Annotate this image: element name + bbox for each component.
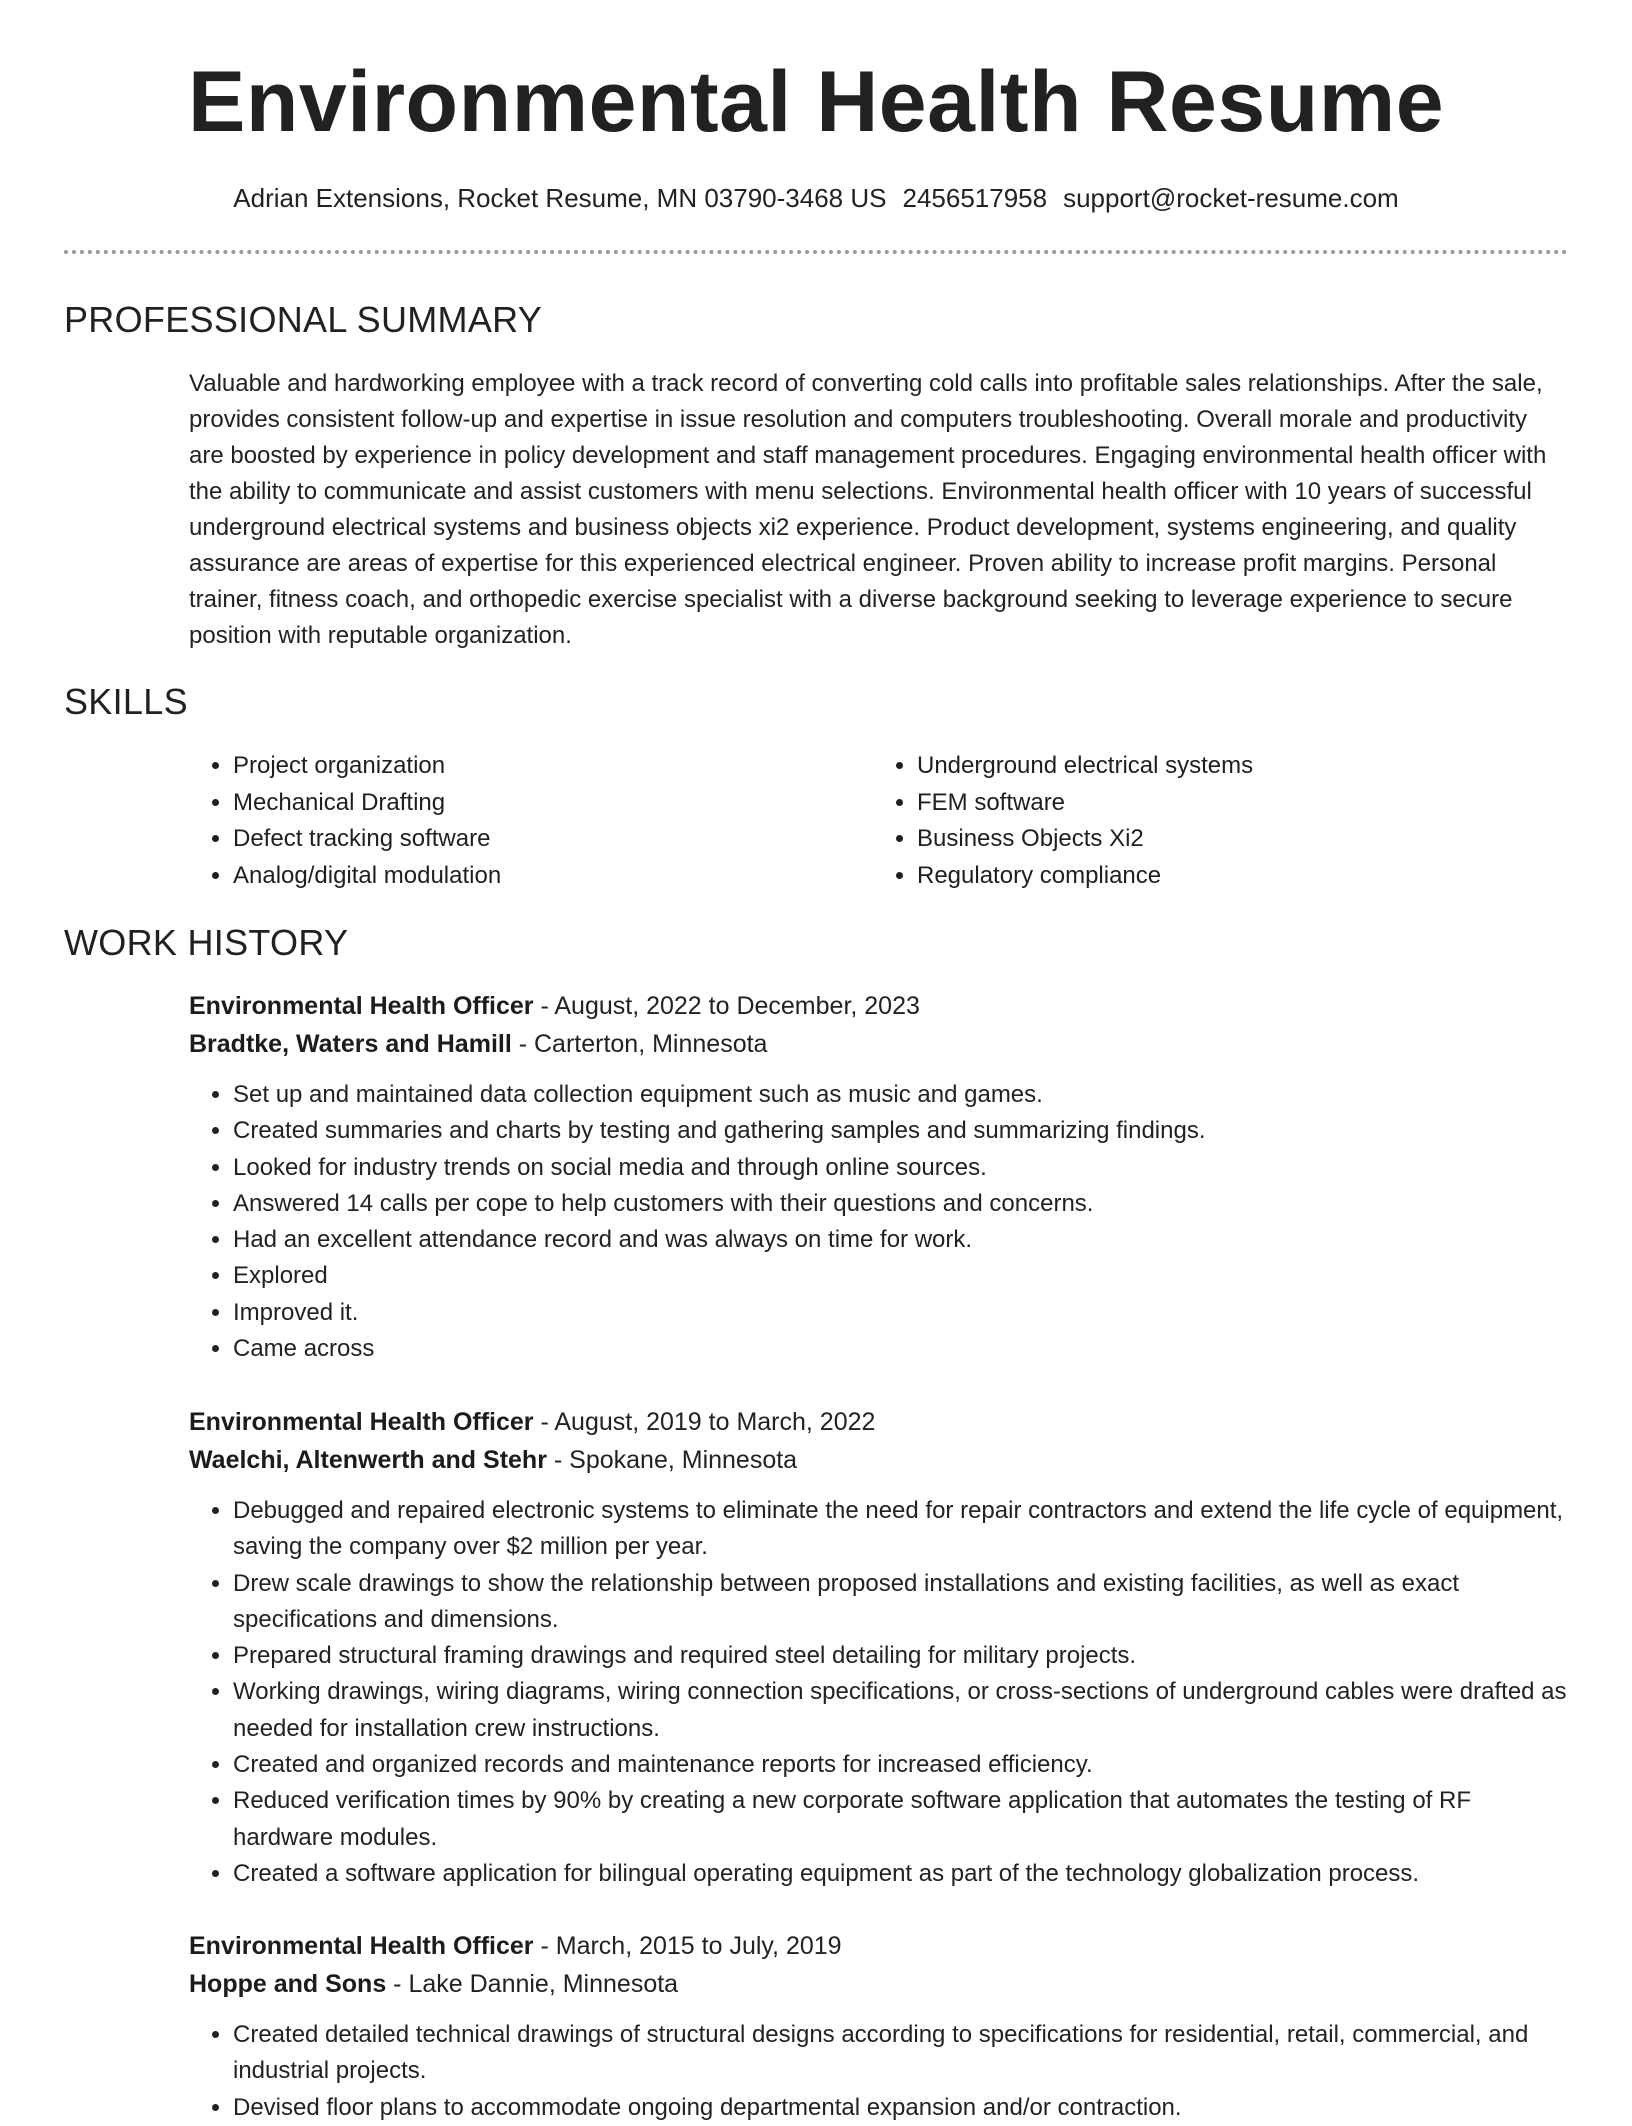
job-bullet: • Working drawings, wiring diagrams, wiring connection specifications, or cross-sections of underground cables were drafted as needed for installation crew instructions. — [233, 1674, 1569, 1747]
job-dates: - August, 2022 to December, 2023 — [533, 992, 920, 1020]
resume-title: Environmental Health Resume — [187, 54, 1445, 150]
job-title-line — [189, 1927, 1569, 1965]
job-title: Environmental Health Officer — [189, 992, 534, 1020]
skills-column-right — [869, 748, 1553, 895]
job-bullets — [189, 2017, 1569, 2126]
job-dates: - August, 2019 to March, 2022 — [533, 1408, 876, 1436]
job-company: Bradtke, Waters and Hamill — [189, 1030, 512, 1058]
work-history-heading: WORK HISTORY — [64, 922, 349, 963]
job-entry — [189, 1403, 1569, 1892]
skills-heading: SKILLS — [64, 681, 188, 722]
job-bullet: • Reduced verification times by 90% by creating a new corporate software application that automates the testing of RF hardware modules. — [233, 1783, 1569, 1856]
skill-item: • Analog/digital modulation — [233, 858, 869, 895]
job-title-line — [189, 987, 1569, 1025]
job-location: - Spokane, Minnesota — [546, 1446, 798, 1474]
skill-item: • Project organization — [233, 748, 869, 785]
job-bullet: • Came across — [233, 1331, 1569, 1367]
summary-text: Valuable and hardworking employee with a track record of converting cold calls into profitable sales relationships. After the sale, provides consistent follow-up and expertise in issue resolution and computers troubleshooting. Overall morale and productivity are boosted by experience in policy development and staff management procedures. Engaging environmental health officer with the ability to communicate and assist customers with menu selections. Environmental health officer with 10 years of successful underground electrical systems and business objects xi2 experience. Product development, systems engineering, and quality assurance are areas of expertise for this experienced electrical engineer. Proven ability to increase profit margins. Personal trainer, fitness coach, and orthopedic exercise specialist with a diverse background seeking to leverage experience to secure position with reputable organization. — [189, 370, 1547, 649]
job-bullet: • Debugged and repaired electronic systems to eliminate the need for repair contractors and extend the life cycle of equipment, saving the company over $2 million per year. — [233, 1493, 1569, 1566]
skill-item: • Defect tracking software — [233, 821, 869, 858]
job-entry — [189, 987, 1569, 1367]
job-company-line — [189, 1441, 1569, 1479]
job-location: - Lake Dannie, Minnesota — [386, 1970, 679, 1998]
job-dates: - March, 2015 to July, 2019 — [533, 1932, 842, 1960]
job-bullet: • Created detailed technical drawings of structural designs according to specifications for residential, retail, commercial, and industrial projects. — [233, 2017, 1569, 2090]
job-bullet: • Had an excellent attendance record and was always on time for work. — [233, 1222, 1569, 1258]
job-company: Waelchi, Altenwerth and Stehr — [189, 1446, 547, 1474]
job-bullet: • Drew scale drawings to show the relationship between proposed installations and existing facilities, as well as exact specifications and dimensions. — [233, 1566, 1569, 1639]
contact-email: support@rocket-resume.com — [1063, 183, 1399, 213]
job-bullet: • Created summaries and charts by testing and gathering samples and summarizing findings. — [233, 1113, 1569, 1149]
header-divider — [64, 250, 1568, 254]
job-company: Hoppe and Sons — [189, 1970, 387, 1998]
job-company-line — [189, 1965, 1569, 2003]
skill-item: • Business Objects Xi2 — [917, 821, 1553, 858]
job-bullet: • Created a software application for bilingual operating equipment as part of the technology globalization process. — [233, 1856, 1569, 1892]
job-bullets — [189, 1077, 1569, 1367]
contact-phone: 2456517958 — [902, 183, 1048, 213]
summary-heading: PROFESSIONAL SUMMARY — [64, 299, 543, 340]
job-bullets — [189, 1493, 1569, 1892]
contact-line — [0, 180, 1632, 216]
skill-item: • FEM software — [917, 785, 1553, 822]
job-title: Environmental Health Officer — [189, 1408, 534, 1436]
job-bullet: • Devised floor plans to accommodate ongoing departmental expansion and/or contraction. — [233, 2090, 1569, 2126]
job-bullet: • Improved it. — [233, 1295, 1569, 1331]
skills-list — [189, 748, 1569, 895]
skill-item: • Underground electrical systems — [917, 748, 1553, 785]
job-bullet: • Created and organized records and maintenance reports for increased efficiency. — [233, 1747, 1569, 1783]
skills-column-left — [189, 748, 869, 895]
job-bullet: • Explored — [233, 1258, 1569, 1294]
skill-item: • Regulatory compliance — [917, 858, 1553, 895]
job-location: - Carterton, Minnesota — [511, 1030, 768, 1058]
job-company-line — [189, 1025, 1569, 1063]
job-bullet: • Answered 14 calls per cope to help customers with their questions and concerns. — [233, 1186, 1569, 1222]
contact-address: Adrian Extensions, Rocket Resume, MN 03790-3468 US — [233, 183, 887, 213]
job-title-line — [189, 1403, 1569, 1441]
job-bullet: • Prepared structural framing drawings and required steel detailing for military projects. — [233, 1638, 1569, 1674]
job-bullet: • Set up and maintained data collection equipment such as music and games. — [233, 1077, 1569, 1113]
job-bullet: • Looked for industry trends on social media and through online sources. — [233, 1150, 1569, 1186]
skill-item: • Mechanical Drafting — [233, 785, 869, 822]
job-entry — [189, 1927, 1569, 2126]
job-title: Environmental Health Officer — [189, 1932, 534, 1960]
